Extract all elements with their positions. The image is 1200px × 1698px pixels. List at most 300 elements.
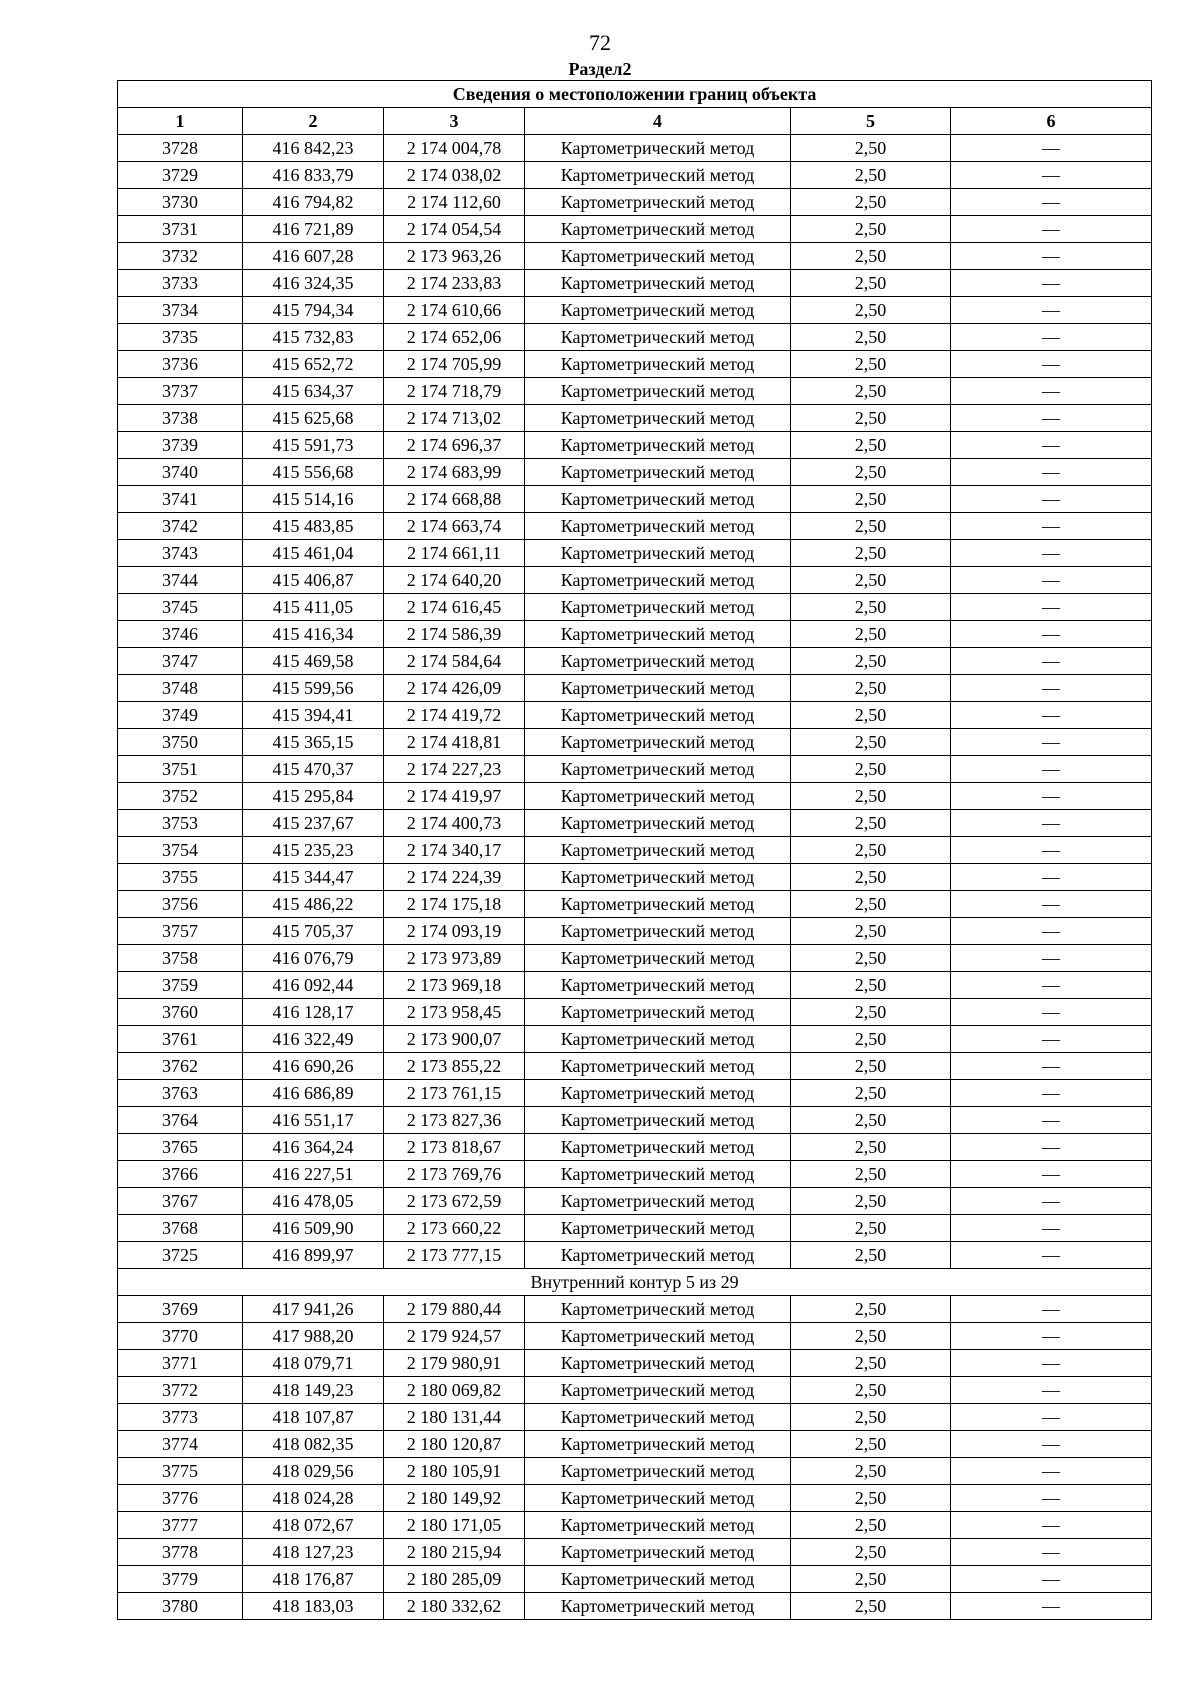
point-number-cell: 3772 <box>118 1377 243 1404</box>
method-cell: Картометрический метод <box>525 729 791 756</box>
description-cell: — <box>951 1053 1152 1080</box>
table-row <box>118 621 1152 648</box>
description-cell: — <box>951 351 1152 378</box>
coord-y-cell: 2 174 419,72 <box>384 702 525 729</box>
point-number-cell: 3771 <box>118 1350 243 1377</box>
precision-cell: 2,50 <box>791 351 951 378</box>
description-cell: — <box>951 540 1152 567</box>
table-row <box>118 1026 1152 1053</box>
point-number-cell: 3751 <box>118 756 243 783</box>
table-row <box>118 216 1152 243</box>
coord-x-cell: 415 794,34 <box>243 297 384 324</box>
coord-x-cell: 415 556,68 <box>243 459 384 486</box>
description-cell: — <box>951 999 1152 1026</box>
coord-y-cell: 2 179 980,91 <box>384 1350 525 1377</box>
precision-cell: 2,50 <box>791 999 951 1026</box>
point-number-cell: 3740 <box>118 459 243 486</box>
coord-y-cell: 2 174 093,19 <box>384 918 525 945</box>
description-cell: — <box>951 1377 1152 1404</box>
coord-y-cell: 2 173 969,18 <box>384 972 525 999</box>
column-header: 4 <box>525 108 791 135</box>
description-cell: — <box>951 378 1152 405</box>
method-cell: Картометрический метод <box>525 810 791 837</box>
description-cell: — <box>951 1242 1152 1269</box>
method-cell: Картометрический метод <box>525 1323 791 1350</box>
coord-x-cell: 415 295,84 <box>243 783 384 810</box>
coord-y-cell: 2 174 586,39 <box>384 621 525 648</box>
table-row <box>118 351 1152 378</box>
table-row <box>118 675 1152 702</box>
table-caption: Сведения о местоположении границ объекта <box>118 81 1152 108</box>
table-row <box>118 459 1152 486</box>
contour-label-row <box>118 1269 1152 1296</box>
coord-x-cell: 418 107,87 <box>243 1404 384 1431</box>
coord-x-cell: 418 082,35 <box>243 1431 384 1458</box>
point-number-cell: 3725 <box>118 1242 243 1269</box>
precision-cell: 2,50 <box>791 243 951 270</box>
coord-x-cell: 418 072,67 <box>243 1512 384 1539</box>
column-header: 1 <box>118 108 243 135</box>
coord-x-cell: 415 470,37 <box>243 756 384 783</box>
point-number-cell: 3736 <box>118 351 243 378</box>
table-row <box>118 918 1152 945</box>
table-row <box>118 486 1152 513</box>
description-cell: — <box>951 945 1152 972</box>
coord-x-cell: 418 183,03 <box>243 1593 384 1620</box>
coord-y-cell: 2 174 652,06 <box>384 324 525 351</box>
description-cell: — <box>951 1296 1152 1323</box>
table-row <box>118 1431 1152 1458</box>
precision-cell: 2,50 <box>791 1377 951 1404</box>
coord-x-cell: 415 237,67 <box>243 810 384 837</box>
coord-y-cell: 2 174 426,09 <box>384 675 525 702</box>
coord-y-cell: 2 174 054,54 <box>384 216 525 243</box>
table-row <box>118 729 1152 756</box>
point-number-cell: 3747 <box>118 648 243 675</box>
table-row <box>118 864 1152 891</box>
method-cell: Картометрический метод <box>525 1404 791 1431</box>
precision-cell: 2,50 <box>791 1323 951 1350</box>
point-number-cell: 3749 <box>118 702 243 729</box>
column-header: 6 <box>951 108 1152 135</box>
table-row <box>118 189 1152 216</box>
description-cell: — <box>951 756 1152 783</box>
description-cell: — <box>951 486 1152 513</box>
table-row <box>118 297 1152 324</box>
coord-x-cell: 416 509,90 <box>243 1215 384 1242</box>
table-row <box>118 513 1152 540</box>
coord-x-cell: 415 344,47 <box>243 864 384 891</box>
coord-y-cell: 2 174 418,81 <box>384 729 525 756</box>
table-row <box>118 1107 1152 1134</box>
description-cell: — <box>951 459 1152 486</box>
method-cell: Картометрический метод <box>525 135 791 162</box>
description-cell: — <box>951 162 1152 189</box>
table-row <box>118 837 1152 864</box>
method-cell: Картометрический метод <box>525 1350 791 1377</box>
point-number-cell: 3768 <box>118 1215 243 1242</box>
point-number-cell: 3738 <box>118 405 243 432</box>
method-cell: Картометрический метод <box>525 1296 791 1323</box>
coord-y-cell: 2 174 616,45 <box>384 594 525 621</box>
coord-x-cell: 415 394,41 <box>243 702 384 729</box>
precision-cell: 2,50 <box>791 837 951 864</box>
method-cell: Картометрический метод <box>525 378 791 405</box>
coord-y-cell: 2 179 880,44 <box>384 1296 525 1323</box>
method-cell: Картометрический метод <box>525 1134 791 1161</box>
description-cell: — <box>951 432 1152 459</box>
point-number-cell: 3764 <box>118 1107 243 1134</box>
precision-cell: 2,50 <box>791 702 951 729</box>
method-cell: Картометрический метод <box>525 972 791 999</box>
table-row <box>118 1377 1152 1404</box>
method-cell: Картометрический метод <box>525 1053 791 1080</box>
description-cell: — <box>951 1350 1152 1377</box>
coord-x-cell: 416 794,82 <box>243 189 384 216</box>
coord-x-cell: 418 127,23 <box>243 1539 384 1566</box>
coord-x-cell: 416 899,97 <box>243 1242 384 1269</box>
coord-y-cell: 2 174 227,23 <box>384 756 525 783</box>
precision-cell: 2,50 <box>791 1566 951 1593</box>
description-cell: — <box>951 1188 1152 1215</box>
point-number-cell: 3762 <box>118 1053 243 1080</box>
description-cell: — <box>951 594 1152 621</box>
coord-y-cell: 2 174 584,64 <box>384 648 525 675</box>
table-row <box>118 270 1152 297</box>
precision-cell: 2,50 <box>791 135 951 162</box>
coord-x-cell: 416 322,49 <box>243 1026 384 1053</box>
method-cell: Картометрический метод <box>525 1107 791 1134</box>
point-number-cell: 3755 <box>118 864 243 891</box>
method-cell: Картометрический метод <box>525 1026 791 1053</box>
method-cell: Картометрический метод <box>525 1242 791 1269</box>
coord-x-cell: 416 833,79 <box>243 162 384 189</box>
coord-x-cell: 416 092,44 <box>243 972 384 999</box>
description-cell: — <box>951 972 1152 999</box>
coord-y-cell: 2 180 131,44 <box>384 1404 525 1431</box>
point-number-cell: 3765 <box>118 1134 243 1161</box>
precision-cell: 2,50 <box>791 945 951 972</box>
method-cell: Картометрический метод <box>525 756 791 783</box>
description-cell: — <box>951 1512 1152 1539</box>
point-number-cell: 3760 <box>118 999 243 1026</box>
coord-y-cell: 2 174 175,18 <box>384 891 525 918</box>
coord-y-cell: 2 174 038,02 <box>384 162 525 189</box>
point-number-cell: 3732 <box>118 243 243 270</box>
coord-y-cell: 2 174 661,11 <box>384 540 525 567</box>
coord-y-cell: 2 174 640,20 <box>384 567 525 594</box>
method-cell: Картометрический метод <box>525 1566 791 1593</box>
description-cell: — <box>951 783 1152 810</box>
method-cell: Картометрический метод <box>525 432 791 459</box>
coord-x-cell: 416 364,24 <box>243 1134 384 1161</box>
precision-cell: 2,50 <box>791 1593 951 1620</box>
method-cell: Картометрический метод <box>525 405 791 432</box>
coord-y-cell: 2 174 705,99 <box>384 351 525 378</box>
coord-x-cell: 415 599,56 <box>243 675 384 702</box>
precision-cell: 2,50 <box>791 1215 951 1242</box>
precision-cell: 2,50 <box>791 1107 951 1134</box>
table-row <box>118 378 1152 405</box>
method-cell: Картометрический метод <box>525 1161 791 1188</box>
point-number-cell: 3745 <box>118 594 243 621</box>
table-row <box>118 1566 1152 1593</box>
method-cell: Картометрический метод <box>525 540 791 567</box>
precision-cell: 2,50 <box>791 297 951 324</box>
coord-x-cell: 418 029,56 <box>243 1458 384 1485</box>
point-number-cell: 3742 <box>118 513 243 540</box>
precision-cell: 2,50 <box>791 162 951 189</box>
description-cell: — <box>951 270 1152 297</box>
table-row <box>118 783 1152 810</box>
coord-x-cell: 415 652,72 <box>243 351 384 378</box>
coord-x-cell: 415 514,16 <box>243 486 384 513</box>
point-number-cell: 3763 <box>118 1080 243 1107</box>
description-cell: — <box>951 1404 1152 1431</box>
precision-cell: 2,50 <box>791 864 951 891</box>
coord-x-cell: 415 625,68 <box>243 405 384 432</box>
description-cell: — <box>951 189 1152 216</box>
point-number-cell: 3748 <box>118 675 243 702</box>
description-cell: — <box>951 1161 1152 1188</box>
method-cell: Картометрический метод <box>525 594 791 621</box>
coord-y-cell: 2 180 332,62 <box>384 1593 525 1620</box>
description-cell: — <box>951 1458 1152 1485</box>
coord-y-cell: 2 180 171,05 <box>384 1512 525 1539</box>
description-cell: — <box>951 810 1152 837</box>
description-cell: — <box>951 1323 1152 1350</box>
coord-y-cell: 2 173 973,89 <box>384 945 525 972</box>
coord-x-cell: 416 551,17 <box>243 1107 384 1134</box>
column-header: 3 <box>384 108 525 135</box>
description-cell: — <box>951 216 1152 243</box>
method-cell: Картометрический метод <box>525 702 791 729</box>
method-cell: Картометрический метод <box>525 459 791 486</box>
coord-x-cell: 416 686,89 <box>243 1080 384 1107</box>
method-cell: Картометрический метод <box>525 1539 791 1566</box>
method-cell: Картометрический метод <box>525 1593 791 1620</box>
table-row <box>118 135 1152 162</box>
table-row <box>118 1053 1152 1080</box>
method-cell: Картометрический метод <box>525 864 791 891</box>
coord-x-cell: 418 079,71 <box>243 1350 384 1377</box>
method-cell: Картометрический метод <box>525 1485 791 1512</box>
coord-x-cell: 415 411,05 <box>243 594 384 621</box>
coord-x-cell: 416 607,28 <box>243 243 384 270</box>
method-cell: Картометрический метод <box>525 1188 791 1215</box>
coord-y-cell: 2 174 224,39 <box>384 864 525 891</box>
description-cell: — <box>951 864 1152 891</box>
description-cell: — <box>951 1107 1152 1134</box>
precision-cell: 2,50 <box>791 1134 951 1161</box>
point-number-cell: 3780 <box>118 1593 243 1620</box>
precision-cell: 2,50 <box>791 540 951 567</box>
description-cell: — <box>951 1566 1152 1593</box>
coord-y-cell: 2 180 120,87 <box>384 1431 525 1458</box>
page-number: 72 <box>589 30 611 55</box>
method-cell: Картометрический метод <box>525 297 791 324</box>
method-cell: Картометрический метод <box>525 351 791 378</box>
coord-y-cell: 2 174 683,99 <box>384 459 525 486</box>
point-number-cell: 3731 <box>118 216 243 243</box>
point-number-cell: 3737 <box>118 378 243 405</box>
table-row <box>118 1539 1152 1566</box>
description-cell: — <box>951 405 1152 432</box>
point-number-cell: 3761 <box>118 1026 243 1053</box>
precision-cell: 2,50 <box>791 1458 951 1485</box>
description-cell: — <box>951 243 1152 270</box>
precision-cell: 2,50 <box>791 189 951 216</box>
coord-y-cell: 2 174 718,79 <box>384 378 525 405</box>
table-row <box>118 810 1152 837</box>
coord-y-cell: 2 179 924,57 <box>384 1323 525 1350</box>
precision-cell: 2,50 <box>791 1080 951 1107</box>
coord-x-cell: 415 469,58 <box>243 648 384 675</box>
method-cell: Картометрический метод <box>525 1377 791 1404</box>
precision-cell: 2,50 <box>791 1512 951 1539</box>
table-row <box>118 567 1152 594</box>
coord-y-cell: 2 173 900,07 <box>384 1026 525 1053</box>
method-cell: Картометрический метод <box>525 1458 791 1485</box>
point-number-cell: 3746 <box>118 621 243 648</box>
coord-x-cell: 418 024,28 <box>243 1485 384 1512</box>
point-number-cell: 3778 <box>118 1539 243 1566</box>
table-row <box>118 405 1152 432</box>
point-number-cell: 3777 <box>118 1512 243 1539</box>
point-number-cell: 3769 <box>118 1296 243 1323</box>
table-row <box>118 1134 1152 1161</box>
table-row <box>118 432 1152 459</box>
table-row <box>118 648 1152 675</box>
coord-x-cell: 418 176,87 <box>243 1566 384 1593</box>
point-number-cell: 3779 <box>118 1566 243 1593</box>
precision-cell: 2,50 <box>791 486 951 513</box>
coord-y-cell: 2 173 777,15 <box>384 1242 525 1269</box>
precision-cell: 2,50 <box>791 216 951 243</box>
point-number-cell: 3729 <box>118 162 243 189</box>
method-cell: Картометрический метод <box>525 189 791 216</box>
precision-cell: 2,50 <box>791 729 951 756</box>
precision-cell: 2,50 <box>791 324 951 351</box>
table-row <box>118 1593 1152 1620</box>
precision-cell: 2,50 <box>791 432 951 459</box>
description-cell: — <box>951 729 1152 756</box>
coord-x-cell: 415 461,04 <box>243 540 384 567</box>
point-number-cell: 3757 <box>118 918 243 945</box>
boundary-coordinates-table <box>117 80 1152 1620</box>
point-number-cell: 3774 <box>118 1431 243 1458</box>
point-number-cell: 3766 <box>118 1161 243 1188</box>
coord-y-cell: 2 174 713,02 <box>384 405 525 432</box>
coord-y-cell: 2 180 149,92 <box>384 1485 525 1512</box>
table-row <box>118 1161 1152 1188</box>
point-number-cell: 3730 <box>118 189 243 216</box>
coord-y-cell: 2 174 233,83 <box>384 270 525 297</box>
point-number-cell: 3734 <box>118 297 243 324</box>
precision-cell: 2,50 <box>791 513 951 540</box>
description-cell: — <box>951 513 1152 540</box>
coord-x-cell: 418 149,23 <box>243 1377 384 1404</box>
method-cell: Картометрический метод <box>525 1080 791 1107</box>
point-number-cell: 3758 <box>118 945 243 972</box>
precision-cell: 2,50 <box>791 891 951 918</box>
coord-y-cell: 2 173 958,45 <box>384 999 525 1026</box>
precision-cell: 2,50 <box>791 270 951 297</box>
precision-cell: 2,50 <box>791 1242 951 1269</box>
method-cell: Картометрический метод <box>525 486 791 513</box>
coord-x-cell: 415 732,83 <box>243 324 384 351</box>
table-row <box>118 243 1152 270</box>
precision-cell: 2,50 <box>791 1053 951 1080</box>
point-number-cell: 3776 <box>118 1485 243 1512</box>
column-header: 5 <box>791 108 951 135</box>
coord-y-cell: 2 174 004,78 <box>384 135 525 162</box>
precision-cell: 2,50 <box>791 567 951 594</box>
precision-cell: 2,50 <box>791 783 951 810</box>
description-cell: — <box>951 1539 1152 1566</box>
precision-cell: 2,50 <box>791 1485 951 1512</box>
point-number-cell: 3728 <box>118 135 243 162</box>
description-cell: — <box>951 1026 1152 1053</box>
description-cell: — <box>951 1134 1152 1161</box>
precision-cell: 2,50 <box>791 1026 951 1053</box>
point-number-cell: 3770 <box>118 1323 243 1350</box>
table-row <box>118 972 1152 999</box>
precision-cell: 2,50 <box>791 1404 951 1431</box>
table-row <box>118 1296 1152 1323</box>
coord-x-cell: 416 842,23 <box>243 135 384 162</box>
table-body-outer-contour <box>118 135 1152 1269</box>
coord-x-cell: 415 483,85 <box>243 513 384 540</box>
coord-x-cell: 416 690,26 <box>243 1053 384 1080</box>
table-row <box>118 1485 1152 1512</box>
coord-y-cell: 2 180 285,09 <box>384 1566 525 1593</box>
table-row <box>118 594 1152 621</box>
table-row <box>118 999 1152 1026</box>
coord-x-cell: 415 591,73 <box>243 432 384 459</box>
coord-y-cell: 2 173 827,36 <box>384 1107 525 1134</box>
coord-x-cell: 417 988,20 <box>243 1323 384 1350</box>
point-number-cell: 3754 <box>118 837 243 864</box>
method-cell: Картометрический метод <box>525 162 791 189</box>
description-cell: — <box>951 1485 1152 1512</box>
coord-x-cell: 416 227,51 <box>243 1161 384 1188</box>
description-cell: — <box>951 567 1152 594</box>
description-cell: — <box>951 702 1152 729</box>
precision-cell: 2,50 <box>791 1431 951 1458</box>
table-row <box>118 945 1152 972</box>
method-cell: Картометрический метод <box>525 567 791 594</box>
table-row <box>118 1458 1152 1485</box>
description-cell: — <box>951 324 1152 351</box>
precision-cell: 2,50 <box>791 1161 951 1188</box>
point-number-cell: 3767 <box>118 1188 243 1215</box>
precision-cell: 2,50 <box>791 1296 951 1323</box>
point-number-cell: 3743 <box>118 540 243 567</box>
method-cell: Картометрический метод <box>525 621 791 648</box>
method-cell: Картометрический метод <box>525 648 791 675</box>
table-row <box>118 1080 1152 1107</box>
point-number-cell: 3759 <box>118 972 243 999</box>
precision-cell: 2,50 <box>791 621 951 648</box>
table-body-inner-contour <box>118 1296 1152 1620</box>
precision-cell: 2,50 <box>791 1188 951 1215</box>
method-cell: Картометрический метод <box>525 675 791 702</box>
precision-cell: 2,50 <box>791 756 951 783</box>
coord-y-cell: 2 173 761,15 <box>384 1080 525 1107</box>
coord-y-cell: 2 173 660,22 <box>384 1215 525 1242</box>
method-cell: Картометрический метод <box>525 891 791 918</box>
